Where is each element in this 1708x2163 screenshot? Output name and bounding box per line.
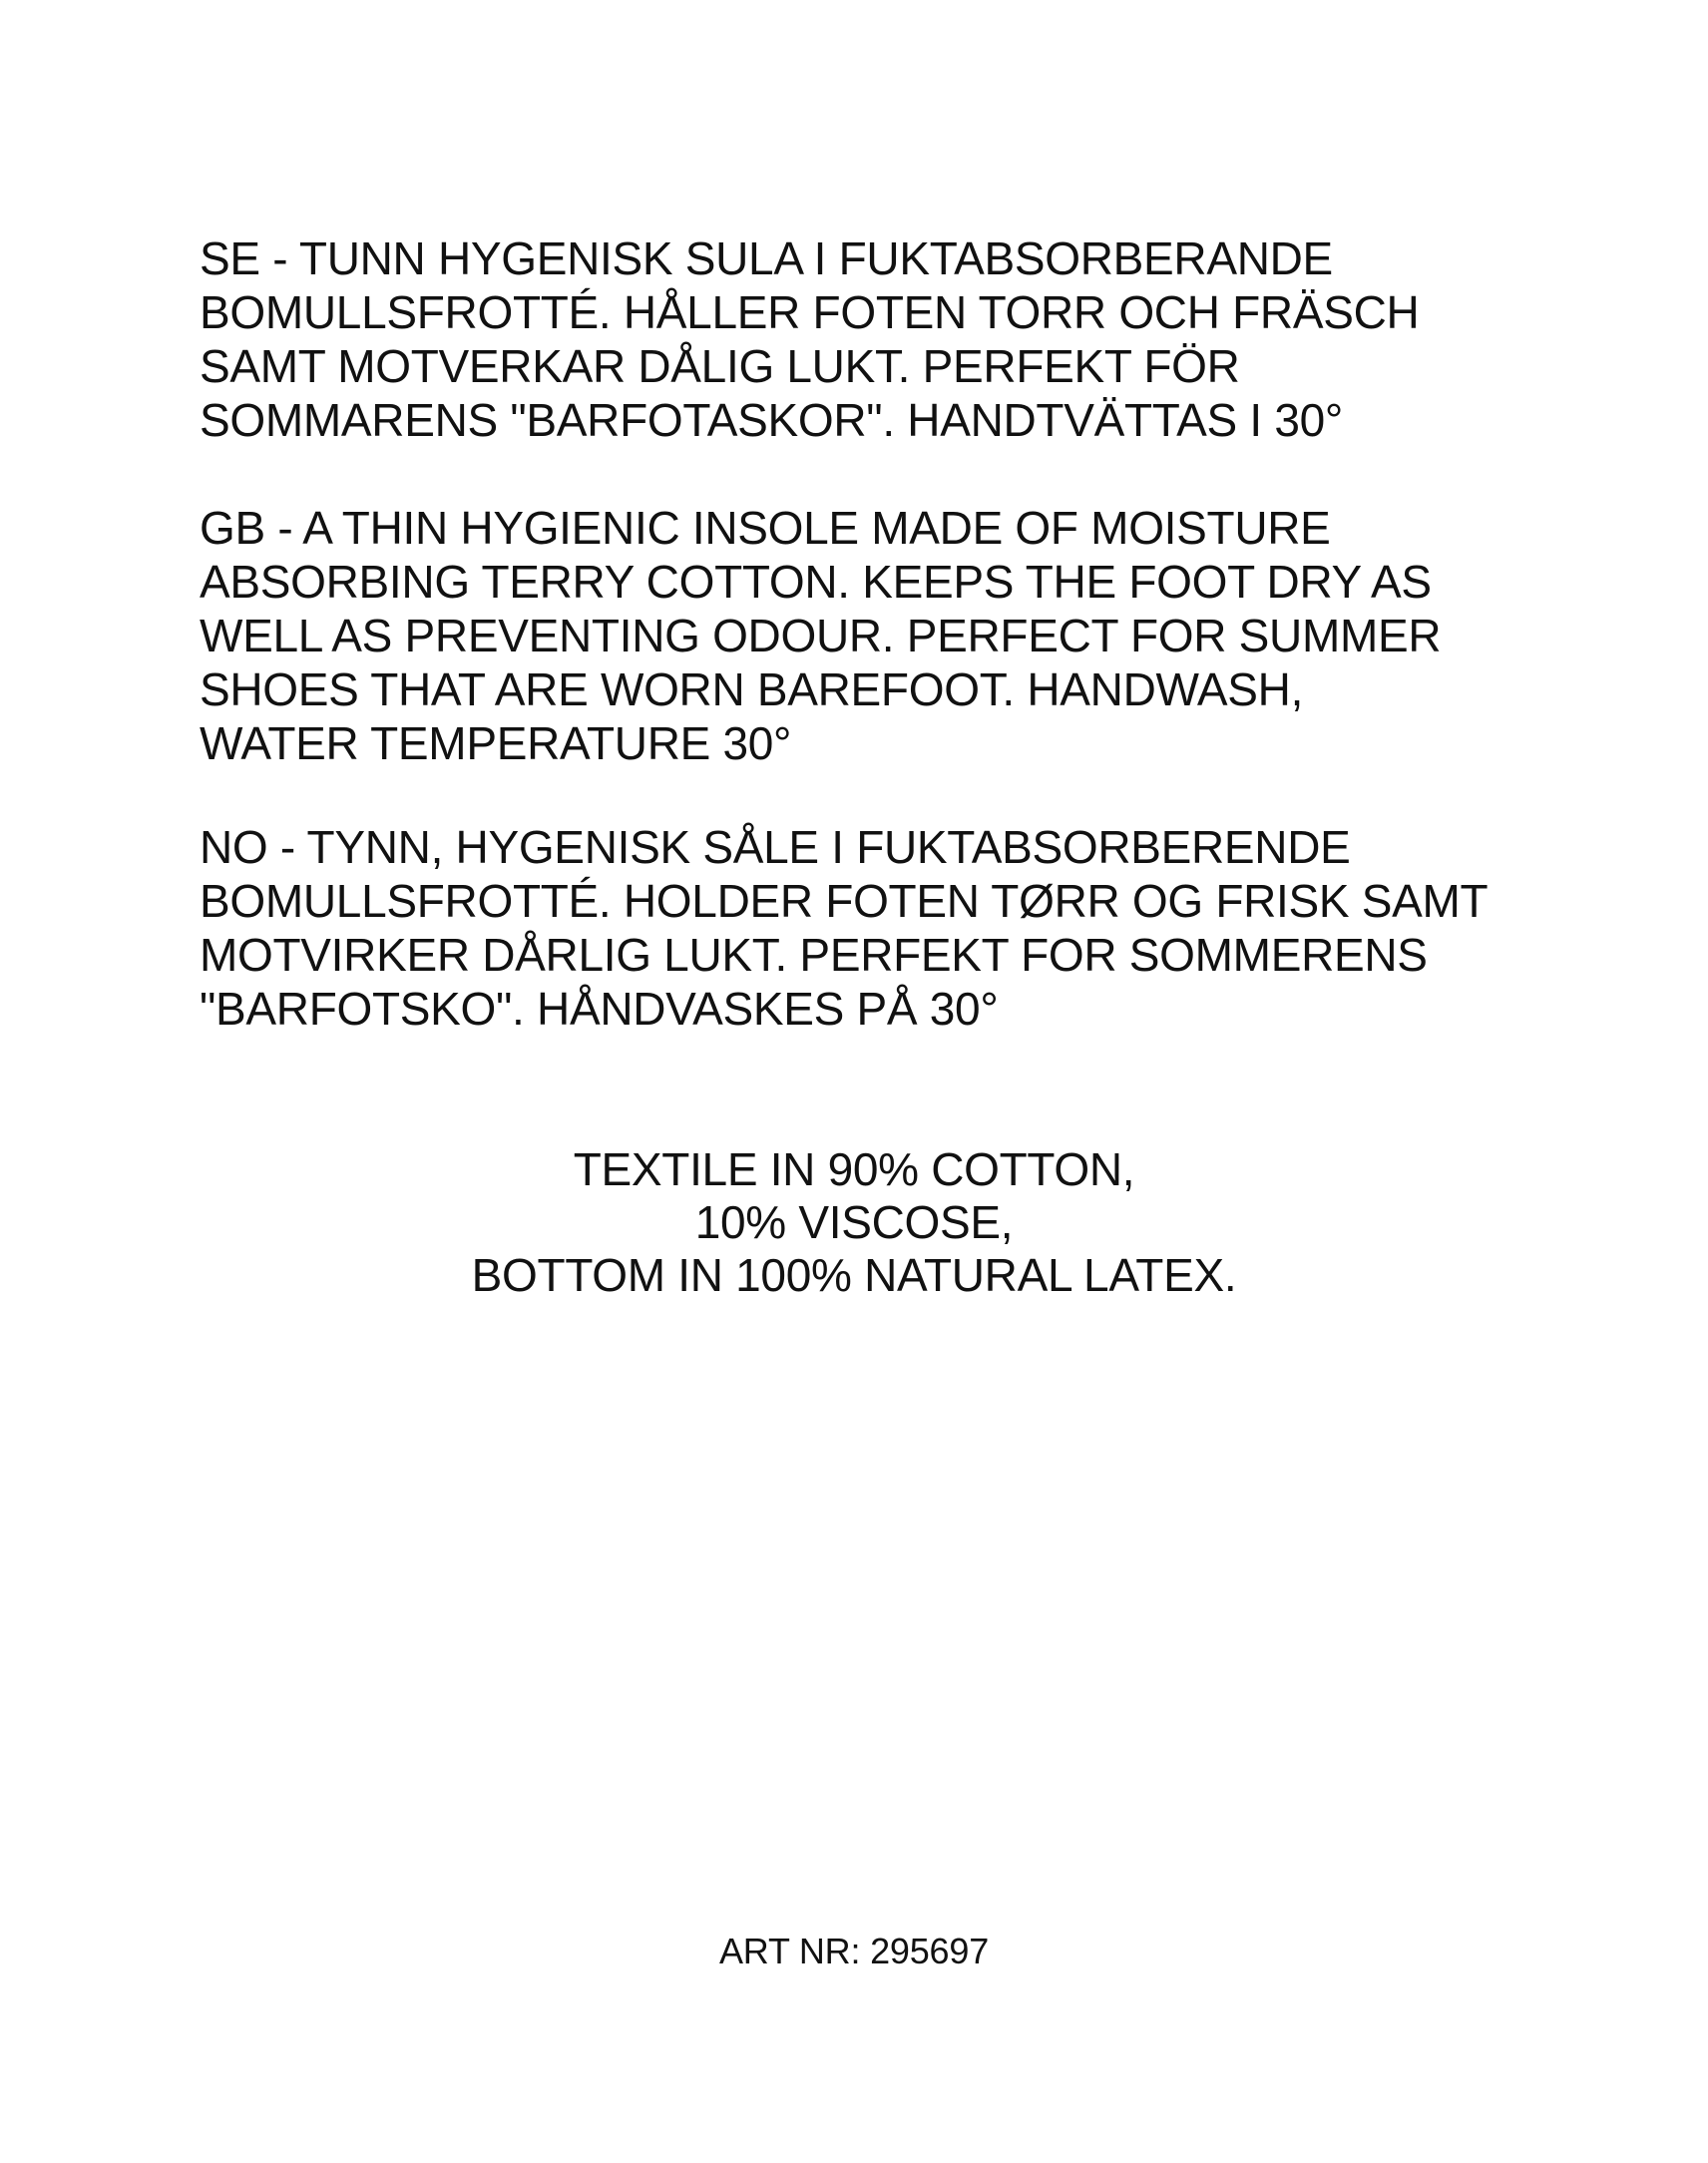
- material-line: TEXTILE IN 90% COTTON,: [573, 1143, 1135, 1195]
- description-english: [200, 501, 1526, 770]
- description-line: SOMMARENS "BARFOTASKOR". HANDTVÄTTAS I 30°: [200, 394, 1344, 446]
- description-line: GB - A THIN HYGIENIC INSOLE MADE OF MOISTURE: [200, 502, 1331, 554]
- description-line: WELL AS PREVENTING ODOUR. PERFECT FOR SUMMER: [200, 610, 1442, 661]
- description-swedish: [200, 231, 1526, 447]
- material-line: BOTTOM IN 100% NATURAL LATEX.: [471, 1249, 1237, 1301]
- material-composition: [0, 1143, 1708, 1302]
- article-number: ART NR: 295697: [718, 1931, 990, 1971]
- description-line: ABSORBING TERRY COTTON. KEEPS THE FOOT DRY AS: [200, 556, 1432, 608]
- description-line: NO - TYNN, HYGENISK SÅLE I FUKTABSORBERENDE: [200, 821, 1351, 873]
- description-line: WATER TEMPERATURE 30°: [200, 717, 792, 769]
- description-line: SE - TUNN HYGENISK SULA I FUKTABSORBERANDE: [200, 232, 1333, 284]
- description-norwegian: [200, 820, 1526, 1036]
- description-line: BOMULLSFROTTÉ. HÅLLER FOTEN TORR OCH FRÄSCH: [200, 286, 1420, 338]
- description-line: MOTVIRKER DÅRLIG LUKT. PERFEKT FOR SOMMERENS: [200, 929, 1428, 981]
- material-line: 10% VISCOSE,: [694, 1196, 1014, 1248]
- description-line: SHOES THAT ARE WORN BAREFOOT. HANDWASH,: [200, 663, 1304, 715]
- description-line: SAMT MOTVERKAR DÅLIG LUKT. PERFEKT FÖR: [200, 340, 1240, 392]
- description-line: BOMULLSFROTTÉ. HOLDER FOTEN TØRR OG FRISK SAMT: [200, 875, 1489, 927]
- description-line: "BARFOTSKO". HÅNDVASKES PÅ 30°: [200, 983, 999, 1035]
